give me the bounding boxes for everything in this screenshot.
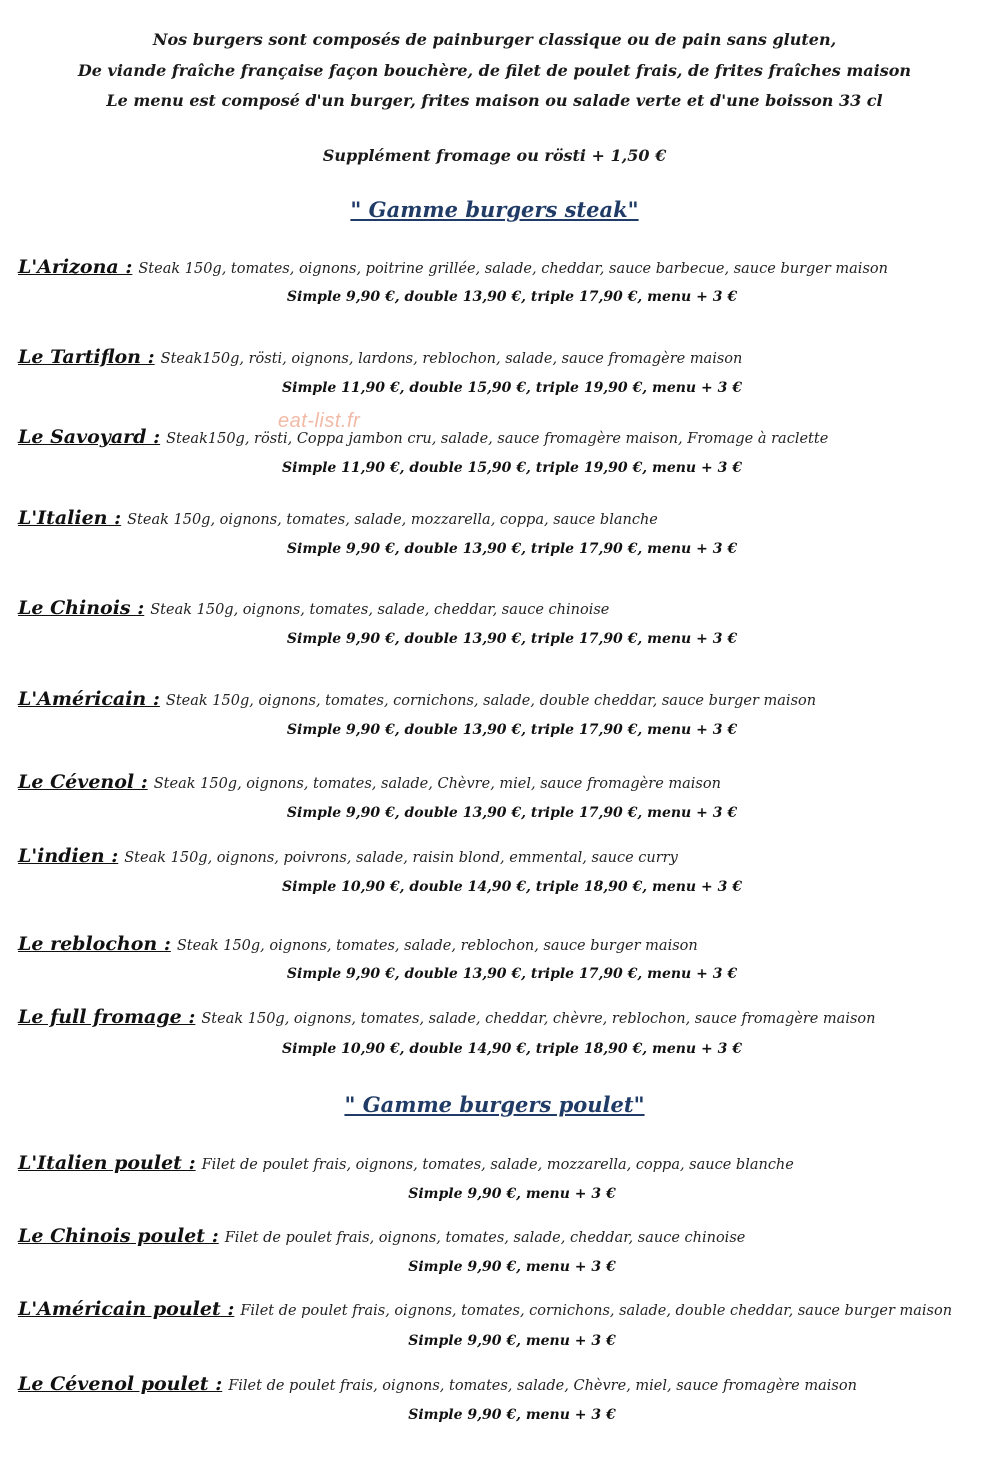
item-name: Le Tartiflon :: [18, 346, 155, 368]
item-description: Steak 150g, oignons, tomates, salade, mozzarella, coppa, sauce blanche: [127, 512, 658, 528]
item-name: Le full fromage :: [18, 1006, 196, 1028]
item-description: Steak150g, rösti, oignons, lardons, reblochon, salade, sauce fromagère maison: [160, 351, 743, 367]
item-price: Simple 9,90 €, double 13,90 €, triple 17,90 €, menu + 3 €: [286, 805, 738, 821]
item-price: Simple 9,90 €, double 13,90 €, triple 17,90 €, menu + 3 €: [286, 722, 738, 738]
item-description: Filet de poulet frais, oignons, tomates, salade, Chèvre, miel, sauce fromagère maison: [228, 1378, 857, 1394]
menu-item-italien-poulet: [18, 1152, 794, 1174]
intro-line-2: De viande fraîche française façon bouchère, de filet de poulet frais, de frites fraîches maison: [77, 61, 912, 80]
item-description: Steak 150g, oignons, tomates, salade, reblochon, sauce burger maison: [176, 938, 698, 954]
item-price: Simple 9,90 €, menu + 3 €: [408, 1259, 616, 1275]
item-price: Simple 9,90 €, menu + 3 €: [408, 1333, 616, 1349]
item-description: Steak150g, rösti, Coppa jambon cru, salade, sauce fromagère maison, Fromage à raclette: [166, 431, 829, 447]
menu-item-tartiflon: [18, 346, 742, 368]
menu-item-chinois-poulet: [18, 1225, 745, 1247]
item-name: Le Cévenol poulet :: [18, 1373, 223, 1395]
item-description: Filet de poulet frais, oignons, tomates, cornichons, salade, double cheddar, sauce burger maison: [240, 1303, 953, 1319]
section-title-steak: " Gamme burgers steak": [350, 197, 639, 222]
item-name: Le Cévenol :: [18, 771, 148, 793]
menu-item-americain: [18, 688, 816, 710]
item-price: Simple 9,90 €, double 13,90 €, triple 17,90 €, menu + 3 €: [286, 541, 738, 557]
menu-item-americain-poulet: [18, 1298, 952, 1320]
item-description: Steak 150g, oignons, tomates, salade, cheddar, chèvre, reblochon, sauce fromagère maison: [201, 1011, 876, 1027]
item-price: Simple 10,90 €, double 14,90 €, triple 18,90 €, menu + 3 €: [282, 879, 742, 895]
menu-item-indien: [18, 845, 678, 867]
menu-item-cevenol: [18, 771, 721, 793]
item-description: Steak 150g, oignons, tomates, salade, cheddar, sauce chinoise: [150, 602, 610, 618]
item-description: Steak 150g, tomates, oignons, poitrine grillée, salade, cheddar, sauce barbecue, sauce burger maison: [138, 261, 888, 277]
item-name: L'Américain :: [18, 688, 160, 710]
item-name: L'Américain poulet :: [18, 1298, 235, 1320]
item-name: Le reblochon :: [18, 933, 171, 955]
item-description: Steak 150g, oignons, tomates, cornichons, salade, double cheddar, sauce burger maison: [165, 693, 817, 709]
item-price: Simple 9,90 €, double 13,90 €, triple 17,90 €, menu + 3 €: [286, 631, 738, 647]
intro-line-1: Nos burgers sont composés de painburger classique ou de pain sans gluten,: [152, 30, 837, 49]
item-price: Simple 9,90 €, double 13,90 €, triple 17,90 €, menu + 3 €: [286, 966, 738, 982]
watermark: eat-list.fr: [278, 410, 361, 432]
menu-item-savoyard: [18, 426, 828, 448]
item-description: Filet de poulet frais, oignons, tomates, salade, mozzarella, coppa, sauce blanche: [201, 1157, 794, 1173]
item-name: L'indien :: [18, 845, 119, 867]
menu-item-reblochon: [18, 933, 698, 955]
section-title-poulet: " Gamme burgers poulet": [344, 1092, 645, 1117]
item-price: Simple 9,90 €, double 13,90 €, triple 17,90 €, menu + 3 €: [286, 289, 738, 305]
menu-item-chinois: [18, 597, 609, 619]
item-price: Simple 11,90 €, double 15,90 €, triple 19,90 €, menu + 3 €: [282, 380, 742, 396]
item-description: Filet de poulet frais, oignons, tomates, salade, cheddar, sauce chinoise: [224, 1230, 746, 1246]
intro-line-3: Le menu est composé d'un burger, frites maison ou salade verte et d'une boisson 33 cl: [106, 91, 883, 110]
menu-item-italien: [18, 507, 658, 529]
menu-item-cevenol-poulet: [18, 1373, 857, 1395]
menu-item-full-fromage: [18, 1006, 875, 1028]
supplement-note: Supplément fromage ou rösti + 1,50 €: [322, 146, 667, 165]
item-price: Simple 9,90 €, menu + 3 €: [408, 1186, 616, 1202]
item-price: Simple 10,90 €, double 14,90 €, triple 18,90 €, menu + 3 €: [282, 1041, 742, 1057]
item-description: Steak 150g, oignons, poivrons, salade, raisin blond, emmental, sauce curry: [124, 850, 678, 866]
item-description: Steak 150g, oignons, tomates, salade, Chèvre, miel, sauce fromagère maison: [153, 776, 721, 792]
item-name: L'Arizona :: [18, 256, 133, 278]
item-name: Le Chinois poulet :: [18, 1225, 219, 1247]
item-price: Simple 9,90 €, menu + 3 €: [408, 1407, 616, 1423]
item-name: Le Savoyard :: [18, 426, 161, 448]
item-price: Simple 11,90 €, double 15,90 €, triple 19,90 €, menu + 3 €: [282, 460, 742, 476]
menu-item-arizona: [18, 256, 888, 278]
item-name: L'Italien :: [18, 507, 122, 529]
item-name: L'Italien poulet :: [18, 1152, 196, 1174]
item-name: Le Chinois :: [18, 597, 145, 619]
